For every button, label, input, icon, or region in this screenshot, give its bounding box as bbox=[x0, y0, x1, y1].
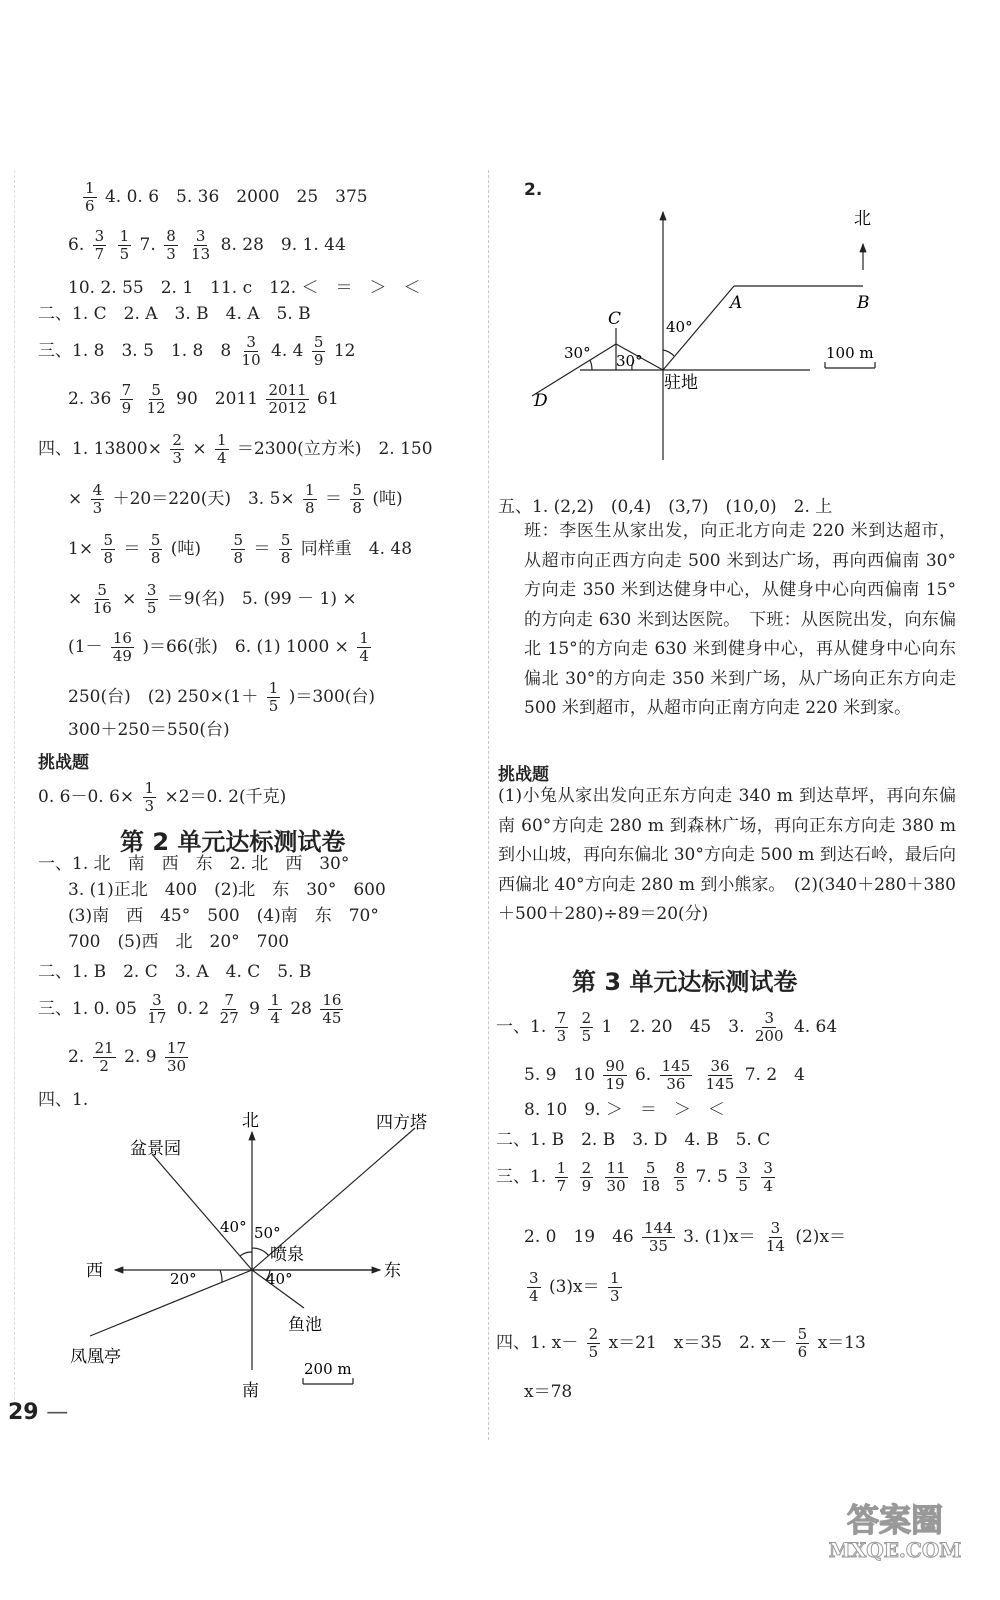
right-column bbox=[496, 170, 960, 1440]
answer-line: 2. 0 19 46 $\frac{144}{35}$ 3. (1)x＝ $\frac{3}{14}$ (2)x＝ bbox=[524, 1219, 847, 1255]
north-label: 北 bbox=[242, 1111, 259, 1131]
question-number: 2. bbox=[524, 180, 543, 200]
answer-line: 2. $\frac{21}{2}$ 2. 9 $\frac{17}{30}$ bbox=[68, 1039, 187, 1075]
angle-label: 30° bbox=[564, 344, 591, 362]
angle-label: 30° bbox=[616, 352, 643, 370]
answer-paragraph: (1)小兔从家出发向正东方向走 340 m 到达草坪，再向东偏南 60°方向走 280 m 到森林广场，再向正东方向走 380 m 到小山坡，再向东偏北 30°方向走 500 m 到达石岭，最后向西偏北 40°方向走 280 m 到小熊家。 (2)(340＋280＋380＋500＋280)÷89＝20(分) bbox=[498, 786, 956, 924]
answer-line: 1× $\frac{5}{8}$ ＝ $\frac{5}{8}$ (吨) $\frac{5}{8}$ ＝ $\frac{5}{8}$ 同样重 4. 48 bbox=[68, 531, 413, 567]
answer-line: 3. (1)正北 400 (2)北 东 30° 600 bbox=[68, 880, 386, 900]
line-to-garden bbox=[152, 1154, 252, 1270]
answer-line: 三、1. $\frac{1}{7}$ $\frac{2}{9}$ $\frac{11}{30}$ $\frac{5}{18}$ $\frac{8}{5}$ 7. 5 $\frac{3}{5}$ $\frac{3}{4}$ bbox=[496, 1159, 773, 1195]
west-label: 西 bbox=[86, 1261, 103, 1281]
answer-line: 四、1. x－ $\frac{2}{5}$ x＝21 x＝35 2. x－ $\frac{5}{6}$ x＝13 bbox=[496, 1325, 866, 1361]
pavilion-label: 凤凰亭 bbox=[70, 1347, 121, 1367]
challenge-label: 挑战题 bbox=[38, 753, 89, 773]
page-number: 29 — bbox=[8, 1400, 69, 1425]
answer-line: 二、1. B 2. C 3. A 4. C 5. B bbox=[38, 962, 312, 982]
south-label: 南 bbox=[242, 1381, 259, 1400]
challenge-label: 挑战题 bbox=[498, 765, 549, 785]
answer-line: (3)南 西 45° 500 (4)南 东 70° bbox=[68, 906, 379, 926]
answer-line: 2. 36 $\frac{7}{9}$ $\frac{5}{12}$ 90 2011 $\frac{2011}{2012}$ 61 bbox=[68, 381, 339, 417]
svg-text:MXQE.COM: MXQE.COM bbox=[828, 1538, 962, 1562]
answer-paragraph: 班：李医生从家出发，向正北方向走 220 米到达超市，从超市向正西方向走 500 米到达广场，再向西偏南 30°方向走 350 米到达健身中心，从健身中心向西偏南 15°的方向走 630 米到达医院。 下班：从医院出发，向东偏北 15°的方向走 630 米到健身中心，再从健身中心向东偏北 30°的方向走 350 米到广场，从广场向正东方向走 500 米到超市，从超市向正南方向走 220 米到家。 bbox=[524, 521, 956, 718]
answer-line: × $\frac{4}{3}$ ＋20＝220(天) 3. 5× $\frac{1}{8}$ ＝ $\frac{5}{8}$ (吨) bbox=[68, 481, 403, 517]
point-B: B bbox=[857, 293, 870, 313]
angle-label: 20° bbox=[170, 1270, 197, 1288]
watermark-logo bbox=[810, 1495, 980, 1565]
pond-label: 鱼池 bbox=[288, 1315, 322, 1335]
scale-label: 200 m bbox=[304, 1360, 352, 1378]
camp-label: 驻地 bbox=[664, 373, 698, 393]
unit2-title: 第 2 单元达标测试卷 bbox=[120, 828, 346, 856]
fountain-label: 喷泉 bbox=[270, 1245, 304, 1265]
answer-line: 五、1. (2,2) (0,4) (3,7) (10,0) 2. 上 bbox=[498, 497, 833, 517]
answer-line: 一、1. $\frac{7}{3}$ $\frac{2}{5}$ 1 2. 20 45 3. $\frac{3}{200}$ 4. 64 bbox=[496, 1009, 838, 1045]
point-C: C bbox=[608, 309, 622, 329]
answer-line: 700 (5)西 北 20° 700 bbox=[68, 932, 290, 952]
svg-text:答案圈: 答案圈 bbox=[846, 1501, 944, 1539]
answer-line: 300＋250＝550(台) bbox=[68, 720, 230, 740]
answer-line: 8. 10 9. ＞ ＝ ＞ ＜ bbox=[524, 1100, 725, 1120]
point-A: A bbox=[730, 293, 743, 313]
answer-line: 250(台) (2) 250×(1＋ $\frac{1}{5}$ )＝300(台) bbox=[68, 679, 376, 715]
answer-line: 10. 2. 55 2. 1 11. c 12. ＜ ＝ ＞ ＜ bbox=[68, 278, 421, 298]
answer-line: $\frac{3}{4}$ (3)x＝ $\frac{1}{3}$ bbox=[529, 1269, 620, 1305]
angle-label: 50° bbox=[254, 1224, 281, 1242]
east-label: 东 bbox=[384, 1261, 401, 1281]
left-column bbox=[30, 170, 470, 1440]
answer-line: x＝78 bbox=[524, 1382, 573, 1402]
answer-line: (1－ $\frac{16}{49}$ )＝66(张) 6. (1) 1000 × $\frac{1}{4}$ bbox=[68, 629, 369, 665]
fraction: $\frac{1}{6}$ bbox=[85, 179, 95, 215]
angle-label: 40° bbox=[666, 318, 693, 336]
garden-label: 盆景园 bbox=[130, 1139, 181, 1159]
answer-line: $\frac{1}{6}$ 4. 0. 6 5. 36 2000 25 375 bbox=[85, 179, 368, 215]
answer-line: 三、1. 8 3. 5 1. 8 8 $\frac{3}{10}$ 4. 4 $\frac{5}{9}$ 12 bbox=[38, 333, 356, 369]
margin-line bbox=[14, 170, 15, 1410]
answer-line: 5. 9 10 $\frac{90}{19}$ 6. $\frac{145}{36}$ $\frac{36}{145}$ 7. 2 4 bbox=[524, 1057, 805, 1093]
answer-line: 0. 6－0. 6× $\frac{1}{3}$ ×2＝0. 2(千克) bbox=[38, 779, 287, 815]
unit3-title: 第 3 单元达标测试卷 bbox=[572, 968, 798, 996]
answer-line: × $\frac{5}{16}$ × $\frac{3}{5}$ ＝9(名) 5. (99 － 1) × bbox=[68, 581, 357, 617]
point-D: D bbox=[534, 391, 548, 411]
answer-line: 一、1. 北 南 西 东 2. 北 西 30° bbox=[38, 854, 350, 874]
tower-label: 四方塔 bbox=[376, 1113, 427, 1133]
compass-diagram-1 bbox=[70, 1100, 490, 1400]
answer-line: 二、1. C 2. A 3. B 4. A 5. B bbox=[38, 304, 311, 324]
answer-line: 四、1. bbox=[38, 1090, 89, 1110]
answer-line: 三、1. 0. 05 $\frac{3}{17}$ 0. 2 $\frac{7}{27}$ 9 $\frac{1}{4}$ 28 $\frac{16}{45}$ bbox=[38, 991, 342, 1027]
answer-line: 二、1. B 2. B 3. D 4. B 5. C bbox=[496, 1130, 771, 1150]
answer-line: 四、1. 13800× $\frac{2}{3}$ × $\frac{1}{4}$ ＝2300(立方米) 2. 150 bbox=[38, 431, 433, 467]
angle-label: 40° bbox=[220, 1218, 247, 1236]
angle-label: 40° bbox=[266, 1270, 293, 1288]
scale-label: 100 m bbox=[826, 344, 874, 362]
answer-line: 6. $\frac{3}{7}$ $\frac{1}{5}$ 7. $\frac{8}{3}$ $\frac{3}{13}$ 8. 28 9. 1. 44 bbox=[68, 227, 346, 263]
compass-diagram-2 bbox=[520, 200, 960, 490]
north-label: 北 bbox=[854, 209, 871, 229]
